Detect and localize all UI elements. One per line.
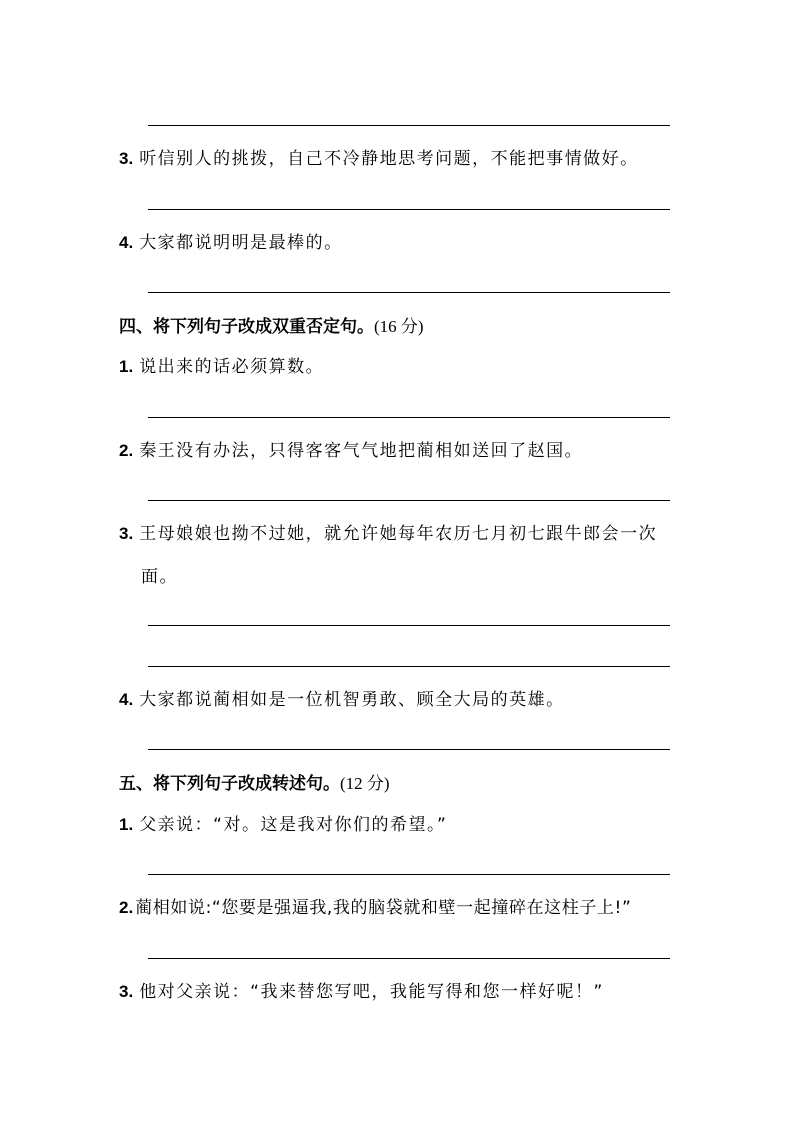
- question-s5-3: [119, 981, 604, 1003]
- question-s3-3: [119, 148, 639, 170]
- question-text: 蔺相如说:“您要是强逼我,我的脑袋就和壁一起撞碎在这柱子上!”: [135, 898, 632, 918]
- question-text: 听信别人的挑拨，自己不冷静地思考问题，不能把事情做好。: [139, 149, 639, 169]
- question-s4-1: [119, 356, 324, 378]
- answer-line: [148, 666, 670, 667]
- answer-line: [148, 417, 670, 418]
- question-continuation: 面。: [141, 567, 178, 587]
- question-s4-4: [119, 689, 565, 711]
- question-text: 他对父亲说：“我来替您写吧，我能写得和您一样好呢！”: [139, 982, 604, 1002]
- question-s5-1: [119, 814, 447, 836]
- answer-line: [148, 958, 670, 959]
- section-score: (16 分): [374, 317, 424, 336]
- answer-line: [148, 625, 670, 626]
- question-number: 4.: [119, 690, 134, 709]
- question-number: 3.: [119, 524, 134, 543]
- section-title: 四、将下列句子改成双重否定句。: [119, 317, 374, 337]
- answer-line: [148, 874, 670, 875]
- section-4-heading: [119, 316, 424, 338]
- question-number: 4.: [119, 233, 134, 252]
- question-s4-3: [119, 523, 657, 545]
- question-text: 父亲说：“对。这是我对你们的希望。”: [139, 815, 448, 835]
- question-text: 说出来的话必须算数。: [139, 357, 325, 377]
- question-number: 3.: [119, 982, 134, 1001]
- answer-line: [148, 125, 670, 126]
- answer-line: [148, 749, 670, 750]
- question-number: 2.: [119, 441, 134, 460]
- question-text: 大家都说蔺相如是一位机智勇敢、顾全大局的英雄。: [139, 690, 565, 710]
- answer-line: [148, 209, 670, 210]
- question-number: 1.: [119, 815, 134, 834]
- question-text: 秦王没有办法，只得客客气气地把蔺相如送回了赵国。: [139, 441, 584, 461]
- answer-line: [148, 500, 670, 501]
- question-number: 3.: [119, 149, 134, 168]
- question-text: 王母娘娘也拗不过她，就允许她每年农历七月初七跟牛郎会一次: [139, 524, 658, 544]
- question-s5-2: [119, 897, 631, 919]
- section-title: 五、将下列句子改成转述句。: [119, 774, 340, 794]
- answer-line: [148, 292, 670, 293]
- question-number: 2.: [119, 898, 134, 917]
- question-number: 1.: [119, 357, 134, 376]
- question-s3-4: [119, 232, 343, 254]
- question-text: 大家都说明明是最棒的。: [139, 233, 343, 253]
- question-s4-2: [119, 440, 583, 462]
- section-score: (12 分): [340, 774, 390, 793]
- section-5-heading: [119, 773, 390, 795]
